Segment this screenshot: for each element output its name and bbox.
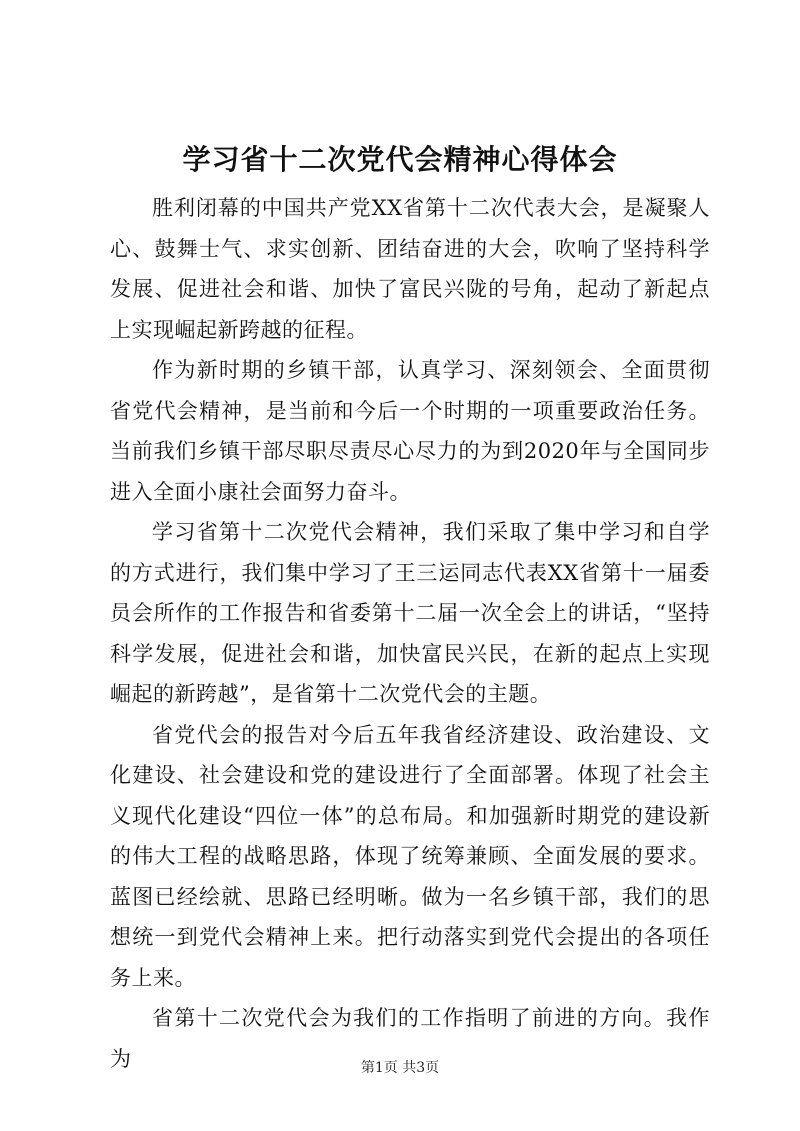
paragraph-2: 作为新时期的乡镇干部，认真学习、深刻领会、全面贯彻省党代会精神，是当前和今后一个时期的一项重要政治任务。当前我们乡镇干部尽职尽责尽心尽力的为到2020年与全国同步进入全面小康社会面努力奋斗。 xyxy=(110,358,710,504)
page-number-footer: 第1页 共3页 xyxy=(360,1060,440,1076)
paragraph-3: 学习省第十二次党代会精神，我们采取了集中学习和自学的方式进行，我们集中学习了王三运同志代表XX省第十一届委员会所作的工作报告和省委第十二届一次全会上的讲话，“坚持科学发展，促进社会和谐，加快富民兴民，在新的起点上实现崛起的新跨越”，是省第十二次党代会的主题。 xyxy=(110,520,710,706)
paragraph-5: 省第十二次党代会为我们的工作指明了前进的方向。我作为 xyxy=(110,1006,710,1071)
document-title: 学习省十二次党代会精神心得体会 xyxy=(182,143,618,176)
paragraph-4: 省党代会的报告对今后五年我省经济建设、政治建设、文化建设、社会建设和党的建设进行了全面部署。体现了社会主义现代化建设“四位一体”的总布局。和加强新时期党的建设新的伟大工程的战略思路，体现了统筹兼顾、全面发展的要求。蓝图已经绘就、思路已经明晰。做为一名乡镇干部，我们的思想统一到党代会精神上来。把行动落实到党代会提出的各项任务上来。 xyxy=(110,722,710,990)
paragraph-1: 胜利闭幕的中国共产党XX省第十二次代表大会，是凝聚人心、鼓舞士气、求实创新、团结奋进的大会，吹响了坚持科学发展、促进社会和谐、加快了富民兴陇的号角，起动了新起点上实现崛起新跨越的征程。 xyxy=(110,196,710,342)
document-body xyxy=(110,188,710,1079)
